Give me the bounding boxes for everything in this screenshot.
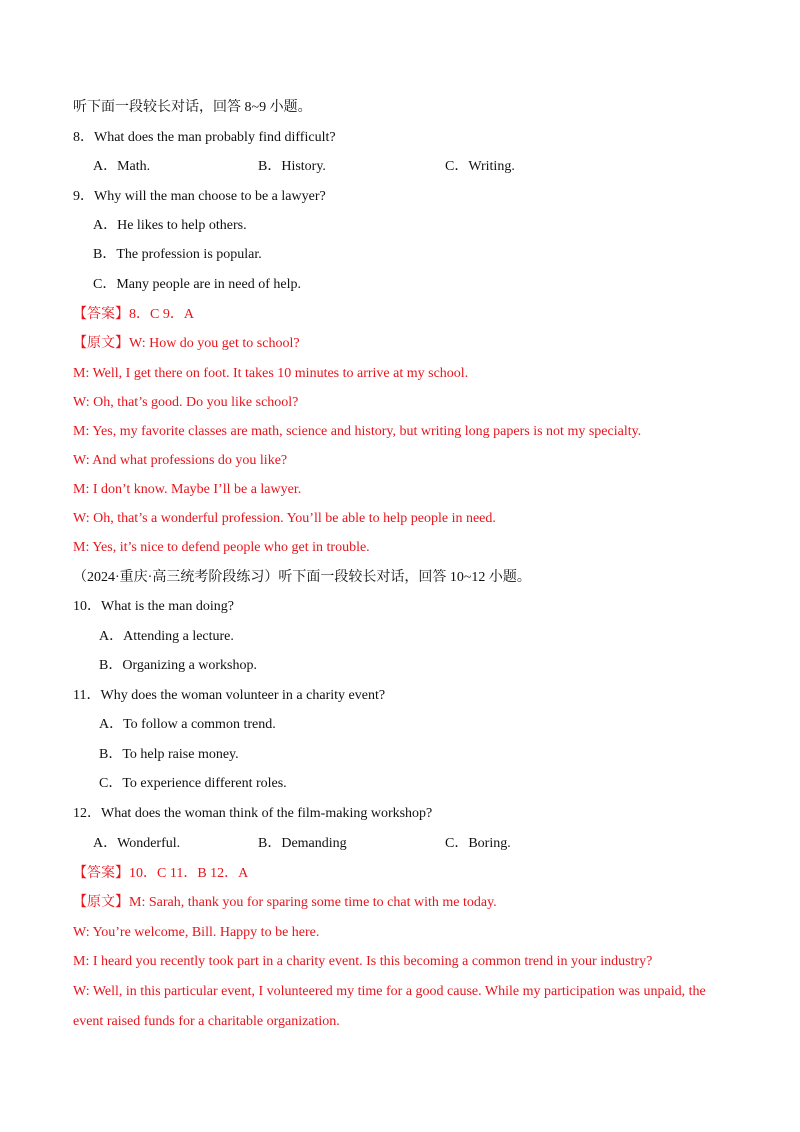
transcript-line: W: And what professions do you like?: [73, 453, 288, 468]
transcript-line: 【原文】M: Sarah, thank you for sparing some time to chat with me today.: [73, 895, 497, 910]
q9-option-b: B．The profession is popular.: [93, 247, 262, 262]
q9-option-c: C．Many people are in need of help.: [93, 277, 301, 292]
q9-option-a: A．He likes to help others.: [93, 218, 247, 233]
q8-option-c: C．Writing.: [445, 159, 515, 174]
transcript-line: W: Oh, that’s a wonderful profession. You’ll be able to help people in need.: [73, 511, 496, 526]
transcript-line: W: You’re welcome, Bill. Happy to be here.: [73, 925, 320, 940]
question-11: 11．Why does the woman volunteer in a charity event?: [73, 688, 386, 703]
question-10: 10．What is the man doing?: [73, 599, 234, 614]
question-9: 9．Why will the man choose to be a lawyer?: [73, 189, 326, 204]
q12-option-b: B．Demanding: [258, 836, 347, 851]
transcript-line: M: Yes, my favorite classes are math, science and history, but writing long papers is not my specialty.: [73, 424, 642, 439]
transcript-line: W: Well, in this particular event, I volunteered my time for a good cause. While my participation was unpaid, the: [73, 984, 706, 999]
transcript-line: M: Well, I get there on foot. It takes 10 minutes to arrive at my school.: [73, 366, 469, 381]
answer-8-9: 【答案】8．C 9．A: [73, 307, 194, 322]
section-intro-8-9: 听下面一段较长对话，回答 8~9 小题。: [73, 100, 312, 115]
q8-option-b: B．History.: [258, 159, 326, 174]
q10-option-b: B．Organizing a workshop.: [99, 658, 257, 673]
q11-option-a: A．To follow a common trend.: [99, 717, 276, 732]
question-12: 12．What does the woman think of the film-making workshop?: [73, 806, 433, 821]
transcript-line: W: Oh, that’s good. Do you like school?: [73, 395, 299, 410]
q12-option-a: A．Wonderful.: [93, 836, 181, 851]
q11-option-b: B．To help raise money.: [99, 747, 239, 762]
q11-option-c: C．To experience different roles.: [99, 776, 287, 791]
q10-option-a: A．Attending a lecture.: [99, 629, 234, 644]
transcript-line: M: I heard you recently took part in a charity event. Is this becoming a common trend in your industry?: [73, 954, 653, 969]
q8-option-a: A．Math.: [93, 159, 151, 174]
question-8: 8．What does the man probably find difficult?: [73, 130, 336, 145]
transcript-line: event raised funds for a charitable organization.: [73, 1014, 340, 1029]
answer-10-12: 【答案】10．C 11．B 12．A: [73, 866, 249, 881]
q12-option-c: C．Boring.: [445, 836, 511, 851]
transcript-line: M: I don’t know. Maybe I’ll be a lawyer.: [73, 482, 302, 497]
section-intro-10-12: （2024·重庆·高三统考阶段练习）听下面一段较长对话，回答 10~12 小题。: [73, 570, 531, 585]
transcript-line: 【原文】W: How do you get to school?: [73, 336, 300, 351]
transcript-line: M: Yes, it’s nice to defend people who get in trouble.: [73, 540, 370, 555]
